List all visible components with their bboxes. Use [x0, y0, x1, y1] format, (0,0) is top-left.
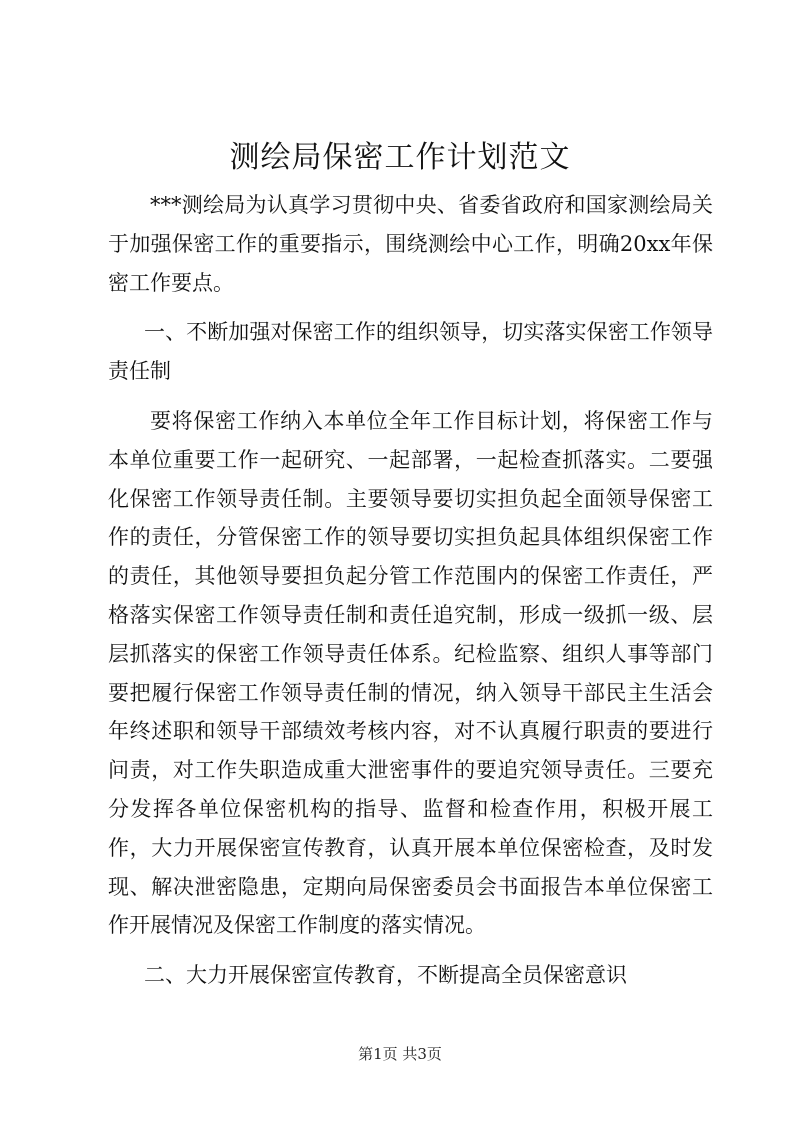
paragraph-intro: ***测绘局为认真学习贯彻中央、省委省政府和国家测绘局关于加强保密工作的重要指示，围绕测绘中心工作，明确20xx年保密工作要点。: [108, 193, 713, 295]
section-heading-1: 一、不断加强对保密工作的组织领导，切实落实保密工作领导责任制: [108, 320, 713, 384]
section-heading-2: 二、大力开展保密宣传教育，不断提高全员保密意识: [144, 963, 627, 988]
document-title: 测绘局保密工作计划范文: [229, 140, 571, 175]
page-number-footer: 第1页 共3页: [358, 1045, 442, 1063]
paragraph-section-1: 要将保密工作纳入本单位全年工作目标计划，将保密工作与本单位重要工作一起研究、一起部署，一起检查抓落实。二要强化保密工作领导责任制。主要领导要切实担负起全面领导保密工作的责任，分管保密工作的领导要切实担负起具体组织保密工作的责任，其他领导要担负起分管工作范围内的保密工作责任，严格落实保密工作领导责任制和责任追究制，形成一级抓一级、层层抓落实的保密工作领导责任体系。纪检监察、组织人事等部门要把履行保密工作领导责任制的情况，纳入领导干部民主生活会年终述职和领导干部绩效考核内容，对不认真履行职责的要进行问责，对工作失职造成重大泄密事件的要追究领导责任。三要充分发挥各单位保密机构的指导、监督和检查作用，积极开展工作，大力开展保密宣传教育，认真开展本单位保密检查，及时发现、解决泄密隐患，定期向局保密委员会书面报告本单位保密工作开展情况及保密工作制度的落实情况。: [108, 408, 713, 938]
document-body: [108, 186, 713, 995]
